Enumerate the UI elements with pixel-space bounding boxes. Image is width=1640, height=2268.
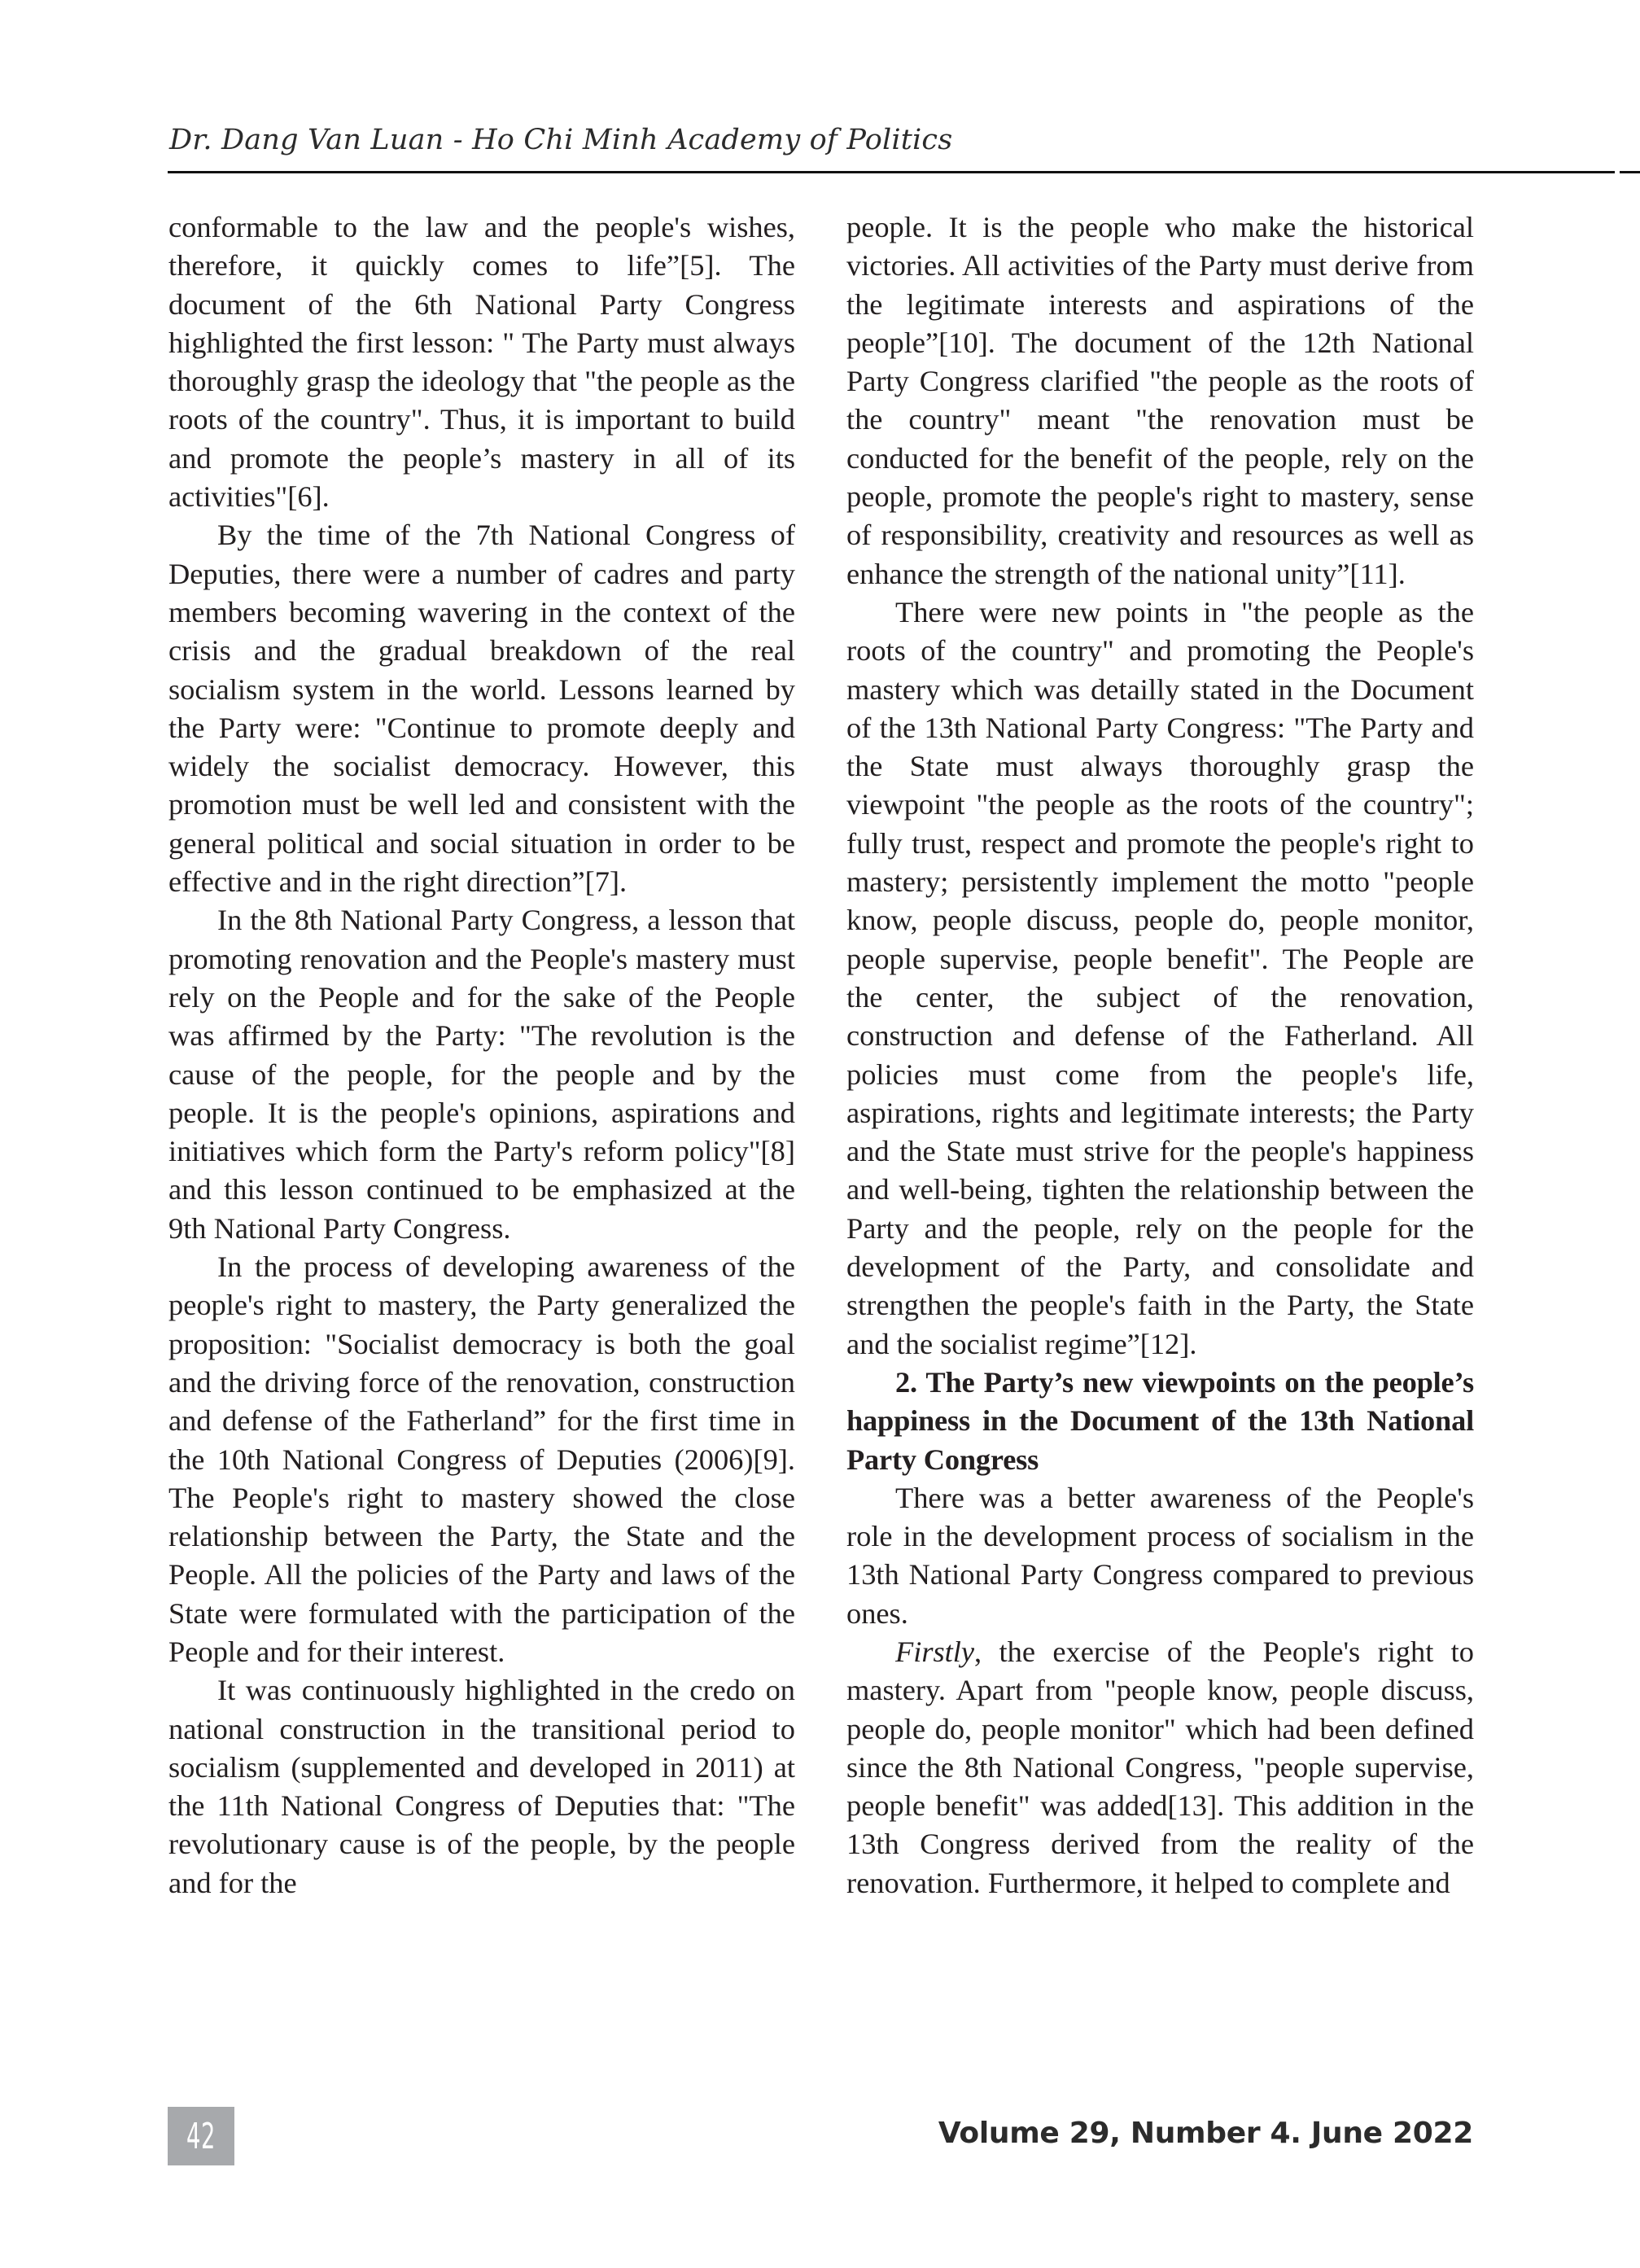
right-column <box>846 208 1474 1902</box>
header-rule <box>168 171 1615 173</box>
section-heading: 2. The Party’s new viewpoints on the people’s happiness in the Document of the 13th National Party Congress <box>846 1365 1474 1476</box>
page-number: 42 <box>186 2115 216 2157</box>
paragraph <box>846 1633 1474 1902</box>
paragraph: In the 8th National Party Congress, a lesson that promoting renovation and the People's mastery must rely on the People and for the sake of the People was affirmed by the Party: "The revolution is the cause of the people, for the people and by the people. It is the people's opinions, aspirations and initiatives which form the Party's reform policy"[8] and this lesson continued to be emphasized at the 9th National Party Congress. <box>168 904 795 1245</box>
left-column <box>168 208 795 1902</box>
page-number-box <box>168 2107 234 2165</box>
paragraph: conformable to the law and the people's wishes, therefore, it quickly comes to life”[5]. The document of the 6th National Party Congress highlighted the first lesson: " The Party must always thoroughly grasp the ideology that "the people as the roots of the country". Thus, it is important to build and promote the people’s mastery in all of its activities"[6]. <box>168 211 795 514</box>
issue-info: Volume 29, Number 4. June 2022 <box>938 2117 1473 2150</box>
italic-lead-word: Firstly <box>895 1635 975 1668</box>
running-header: Dr. Dang Van Luan - Ho Chi Minh Academy of Politics <box>169 124 953 156</box>
paragraph: It was continuously highlighted in the credo on national construction in the transitional period to socialism (supplemented and developed in 2011) at the 11th National Congress of Deputies that: "The revolutionary cause is of the people, by the people and for the <box>168 1674 795 1899</box>
paragraph: people. It is the people who make the historical victories. All activities of the Party must derive from the legitimate interests and aspirations of the people”[10]. The document of the 12th National Party Congress clarified "the people as the roots of the country" meant "the renovation must be conducted for the benefit of the people, rely on the people, promote the people's right to mastery, sense of responsibility, creativity and resources as well as enhance the strength of the national unity”[11]. <box>846 211 1474 590</box>
header-rule-end <box>1620 171 1640 173</box>
paragraph: There was a better awareness of the People's role in the development process of socialism in the 13th National Party Congress compared to previous ones. <box>846 1481 1474 1630</box>
paragraph: By the time of the 7th National Congress of Deputies, there were a number of cadres and party members becoming wavering in the context of the crisis and the gradual breakdown of the real socialism system in the world. Lessons learned by the Party were: "Continue to promote deeply and widely the socialist democracy. However, this promotion must be well led and consistent with the general political and social situation in order to be effective and in the right direction”[7]. <box>168 519 795 899</box>
paragraph-text: , the exercise of the People's right to mastery. Apart from "people know, people discuss, people do, people monitor" which had been defined since the 8th National Congress, "people supervise, people benefit" was added[13]. This addition in the 13th Congress derived from the reality of the renovation. Furthermore, it helped to complete and <box>846 1635 1474 1899</box>
paragraph: In the process of developing awareness of the people's right to mastery, the Party generalized the proposition: "Socialist democracy is both the goal and the driving force of the renovation, construction and defense of the Fatherland” for the first time in the 10th National Congress of Deputies (2006)[9]. The People's right to mastery showed the close relationship between the Party, the State and the People. All the policies of the Party and laws of the State were formulated with the participation of the People and for their interest. <box>168 1250 795 1668</box>
paragraph: There were new points in "the people as the roots of the country" and promoting the People's mastery which was detailly stated in the Document of the 13th National Party Congress: "The Party and the State must always thoroughly grasp the viewpoint "the people as the roots of the country"; fully trust, respect and promote the people's right to mastery; persistently implement the motto "people know, people discuss, people do, people monitor, people supervise, people benefit". The People are the center, the subject of the renovation, construction and defense of the Fatherland. All policies must come from the people's life, aspirations, rights and legitimate interests; the Party and the State must strive for the people's happiness and well-being, tighten the relationship between the Party and the people, rely on the people for the development of the Party, and consolidate and strengthen the people's faith in the Party, the State and the socialist regime”[12]. <box>846 595 1474 1360</box>
